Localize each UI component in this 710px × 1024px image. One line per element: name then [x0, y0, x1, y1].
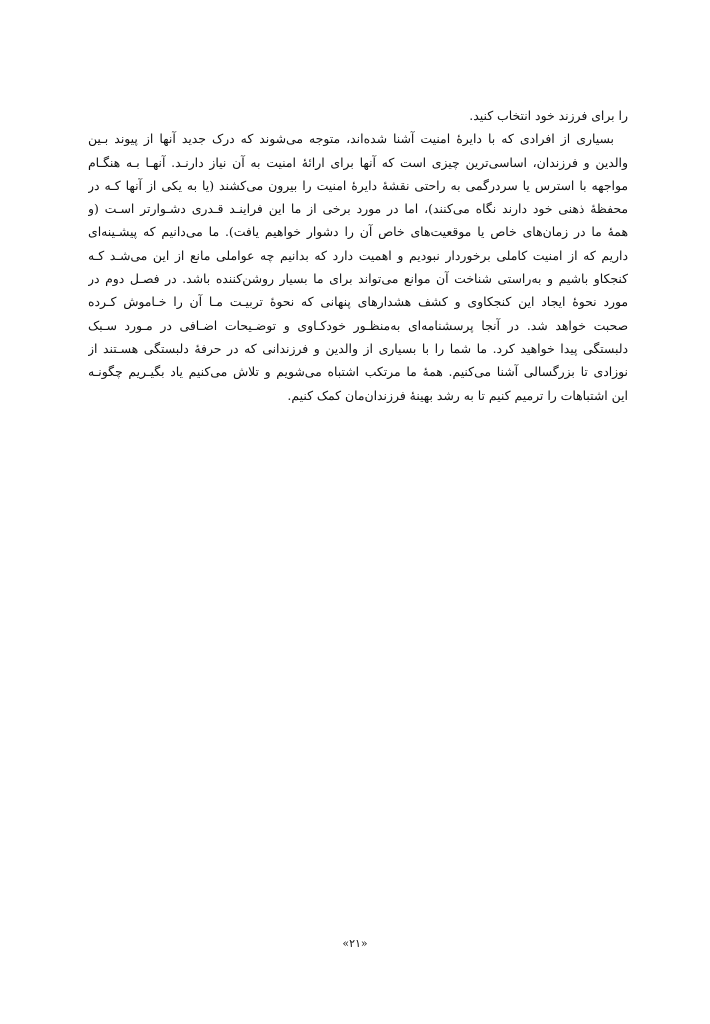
text-line: نوزادی تا بزرگسالی آشنا می‌کنیم. همهٔ ما مرتکب اشتباه می‌شویم و تلاش می‌کنیم یاد بگیـریم چگونـه [88, 364, 628, 380]
paragraph-last-line: این اشتباهات را ترمیم کنیم تا به رشد بهینهٔ فرزندان‌مان کمک کنیم. [287, 387, 628, 403]
text-line: کنجکاو باشیم و به‌راستی شناخت آن موانع می‌تواند برای ما بسیار روشن‌کننده باشد. در فصـل دوم در [88, 271, 628, 287]
page-number: «۲۱» [342, 937, 368, 950]
text-line: را برای فرزند خود انتخاب کنید. [469, 108, 628, 123]
body-text [88, 104, 628, 407]
text-line: همهٔ ما در زمان‌های خاص یا موقعیت‌های خاص آن را دشوار خواهیم یافت). ما می‌دانیم که پیشـینه‌ای [88, 224, 628, 240]
text-line: داریم که از امنیت کاملی برخوردار نبودیم و اهمیت دارد که بدانیم چه عواملی مانع از این می‌شـد کـه [88, 247, 628, 263]
text-line: مورد نحوهٔ ایجاد این کنجکاوی و کشف هشدارهای پنهانی که نحوهٔ تربیـت مـا آن را خـاموش کـرده [88, 294, 628, 310]
text-line: دلبستگی پیدا خواهید کرد. ما شما را با بسیاری از والدین و فرزندانی که در حرفهٔ دلبستگی هسـتند از [88, 340, 628, 356]
text-line: مواجهه با استرس یا سردرگمی به راحتی نقشهٔ دایرهٔ امنیت را بیرون می‌کشند (یا به یکی از آنها کـه در [88, 177, 628, 193]
paragraph-first-line: بسیاری از افرادی که با دایرهٔ امنیت آشنا شده‌اند، متوجه می‌شوند که درک جدید آنها از پیوند بـین [88, 131, 614, 147]
text-line: محفظهٔ ذهنی خود دارند نگاه می‌کنند)، اما در مورد برخی از ما این فراینـد قـدری دشـوارتر اسـت (و [88, 201, 628, 217]
text-line: صحبت خواهد شد. در آنجا پرسشنامه‌ای به‌منظـور خودکـاوی و توضـیحات اضـافی در مـورد سـبک [88, 317, 628, 333]
text-line: والدین و فرزندان، اساسی‌ترین چیزی است که آنها برای ارائهٔ امنیت به آن نیاز دارنـد. آنهـا بـه هنگـام [88, 154, 628, 170]
